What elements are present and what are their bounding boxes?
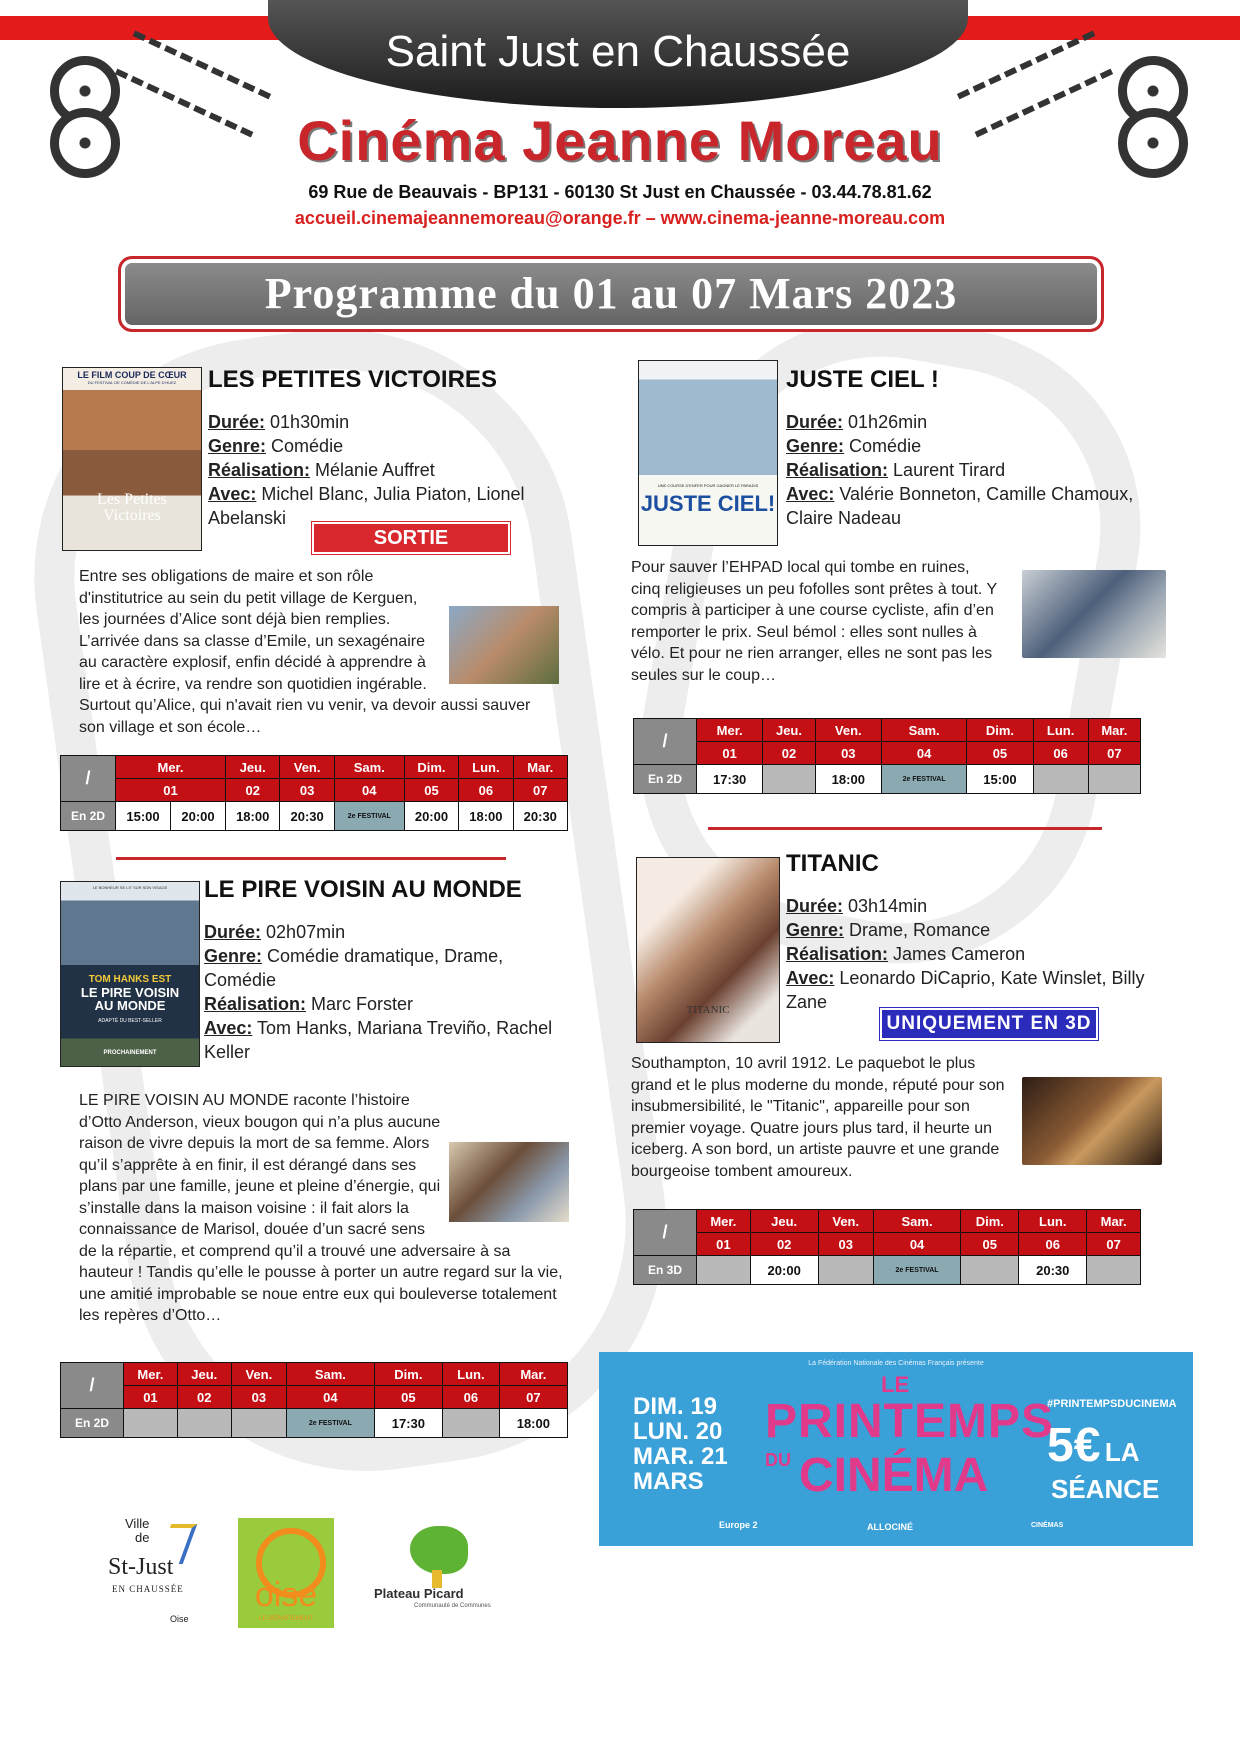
no-showtime [231,1409,286,1438]
movie-title: TITANIC [786,850,879,877]
director-label: Réalisation: [786,944,889,964]
date-header: 06 [1019,1233,1087,1256]
day-header: Ven. [818,1210,873,1233]
duration-value: 01h26min [848,412,928,432]
date-header: 07 [513,779,567,802]
no-showtime [961,1256,1019,1285]
genre-value: Drame, Romance [849,920,991,940]
day-header: Sam. [334,756,404,779]
no-showtime [697,1256,751,1285]
date-header: 03 [818,1233,873,1256]
synopsis-text: Pour sauver l’EHPAD local qui tombe en ruines, cinq religieuses un peu fofolles sont prêtes à tout. Y compris à participer à une course cycliste, afin d’en remporter le prix. Seul bémol : elles sont nulles à vélo. Et pour ne rien arranger, elles ne sont pas les seules sur le coup… [631,559,997,684]
poster-tagline: LE BONHEUR SE LIT SUR SON VISAGE [92,885,168,890]
date-header: 04 [881,742,966,765]
no-showtime [1033,765,1088,794]
duration-label: Durée: [786,896,844,916]
day-header: Dim. [967,719,1033,742]
day-header: Ven. [231,1363,286,1386]
programme-title: Programme du 01 au 07 Mars 2023 [264,269,958,318]
promo-date: MARS [633,1468,704,1495]
poster-title: Les Petites Victoires [97,491,167,524]
promo-dates [633,1394,728,1494]
logo-communaute: Communauté de Communes [414,1603,491,1609]
movie-title: LE PIRE VOISIN AU MONDE [204,876,522,903]
director-value: Marc Forster [311,994,414,1014]
date-header: 05 [961,1233,1019,1256]
movie-synopsis [79,566,559,738]
separator-dash: – [645,208,656,228]
day-header: Ven. [815,719,881,742]
promo-date: MAR. 21 [633,1443,728,1470]
synopsis-text: Entre ses obligations de maire et son rôle d'institutrice au sein du petit village de Kerguen, les journées d’Alice sont déjà bien remplies. L’arrivée dans sa classe d’Emile, un sexagénaire au caractère explosif, enfin décidé à apprendre à lire et à écrire, va rendre son quotidien ingérable. Surtout qu’Alice, qui n'avait rien vu venir, va devoir aussi sauver son village et son école… [79,568,531,736]
genre-label: Genre: [786,436,845,456]
schedule-table [633,1209,1141,1285]
movie-poster [636,857,780,1043]
promo-du: DU [765,1450,791,1470]
date-header: 03 [231,1386,286,1409]
format-label: En 2D [61,1409,124,1438]
synopsis-still [1022,1077,1162,1165]
sponsor-allocine: ALLOCINÉ [867,1522,913,1532]
logo-en-chaussee: EN CHAUSSÉE [112,1584,184,1594]
schedule-table [633,718,1141,794]
genre-value: Comédie [849,436,922,456]
date-header: 05 [967,742,1033,765]
logo-oise-region: Oise [170,1614,189,1624]
poster-subtitle: DU FESTIVAL DE COMÉDIE DE L'ALPE D'HUEZ [87,380,177,385]
showtime: 20:30 [1019,1256,1087,1285]
genre-label: Genre: [208,436,267,456]
format-label: En 3D [634,1256,697,1285]
logo-st-just: St-Just [108,1554,174,1580]
date-header: 03 [815,742,881,765]
poster-title: LE PIRE VOISIN AU MONDE [80,985,180,1013]
table-corner: / [634,719,697,765]
date-header: 02 [763,742,815,765]
synopsis-text: LE PIRE VOISIN AU MONDE raconte l’histoire d’Otto Anderson, vieux bougon qui n’a plus aucune raison de vivre depuis la mort de sa femme. Alors qu’il s’apprête à en finir, il est dérangé dans ses plans par une famille, jeune et pleine d’énergie, qui s’installe dans la maison voisine : il fait alors la connaissance de Marisol, douée d’un sacré sens de la répartie, et comprend qu’il a trouvé une adversaire à sa hauteur ! Tandis qu’elle le pousse à porter un autre regard sur la vie, une amitié improbable se noue entre eux qui bouleverse totalement les repères d’Otto… [79,1092,563,1324]
day-header: Jeu. [177,1363,231,1386]
showtime: 18:00 [815,765,881,794]
no-showtime [443,1409,500,1438]
director-label: Réalisation: [786,460,889,480]
date-header: 06 [443,1386,500,1409]
movie-synopsis [631,557,1001,686]
no-showtime [818,1256,873,1285]
table-corner: / [61,756,116,802]
sponsor-cinemas: CINÉMAS [1031,1522,1064,1529]
showtime: 18:00 [499,1409,567,1438]
date-header: 03 [280,779,334,802]
promo-hashtag: #PRINTEMPSDUCINEMA [1047,1398,1177,1410]
printemps-du-cinema-banner [599,1352,1193,1546]
movie-info [786,894,1166,1014]
genre-label: Genre: [204,946,263,966]
date-header: 04 [334,779,404,802]
date-header: 01 [124,1386,178,1409]
promo-printemps: PRINTEMPS [765,1395,1055,1448]
date-header: 04 [873,1233,961,1256]
logo-mark-icon [157,1524,198,1564]
genre-value: Comédie [271,436,344,456]
date-header: 05 [404,779,458,802]
day-header: Jeu. [226,756,280,779]
showtime: 20:30 [280,802,334,831]
format-label: En 2D [61,802,116,831]
duration-value: 02h07min [266,922,346,942]
day-header: Lun. [459,756,513,779]
showtime: 17:30 [374,1409,442,1438]
schedule-table [60,1362,568,1438]
promo-le: LE [881,1372,910,1397]
date-header: 01 [697,742,763,765]
tree-icon [410,1526,468,1574]
showtime: 20:30 [513,802,567,831]
schedule-table [60,755,568,831]
table-corner: / [61,1363,124,1409]
logo-de: de [135,1530,150,1545]
festival-slot: 2e FESTIVAL [873,1256,961,1285]
day-header: Lun. [1033,719,1088,742]
no-showtime [1088,765,1140,794]
contact-line [0,208,1240,229]
date-header: 01 [116,779,226,802]
day-header: Mar. [499,1363,567,1386]
poster-header: LE FILM COUP DE CŒUR [77,370,187,380]
promo-presenter: La Fédération Nationale des Cinémas Français présente [808,1360,984,1367]
showtime: 18:00 [459,802,513,831]
duration-label: Durée: [786,412,844,432]
synopsis-text: Southampton, 10 avril 1912. Le paquebot le plus grand et le plus moderne du monde, réputé pour son insubmersibilité, le "Titanic", appareille pour son premier voyage. Quatre jours plus tard, il heurte un iceberg. A son bord, un artiste pauvre et une grande bourgeoise tombent amoureux. [631,1055,1005,1180]
date-header: 01 [697,1233,751,1256]
day-header: Ven. [280,756,334,779]
cast-value: Leonardo DiCaprio, Kate Winslet, Billy Zane [786,968,1145,1012]
programme-banner [118,256,1104,332]
date-header: 02 [750,1233,818,1256]
promo-date: LUN. 20 [633,1418,723,1445]
no-showtime [1087,1256,1141,1285]
poster-title: JUSTE CIEL! [640,491,776,516]
showtime: 20:00 [171,802,226,831]
ville-st-just-logo [108,1516,218,1626]
logo-ville: Ville [125,1516,150,1531]
no-showtime [763,765,815,794]
logo-departement: LE DÉPARTEMENT [259,1616,313,1622]
day-header: Mer. [124,1363,178,1386]
promo-cinema: CINÉMA [799,1449,989,1502]
promo-date: DIM. 19 [633,1393,718,1420]
day-header: Dim. [961,1210,1019,1233]
day-header: Mer. [697,719,763,742]
day-header: Mer. [116,756,226,779]
day-header: Dim. [404,756,458,779]
date-header: 07 [1088,742,1140,765]
day-header: Sam. [873,1210,961,1233]
cinema-address: 69 Rue de Beauvais - BP131 - 60130 St Just en Chaussée - 03.44.78.81.62 [308,182,932,202]
day-header: Dim. [374,1363,442,1386]
sponsor-europe2: Europe 2 [719,1520,758,1530]
showtime: 20:00 [404,802,458,831]
movie-poster [638,360,778,546]
poster-footer: PROCHAINEMENT [103,1050,157,1056]
synopsis-still [1022,570,1166,658]
festival-slot: 2e FESTIVAL [286,1409,374,1438]
duration-value: 01h30min [270,412,350,432]
director-label: Réalisation: [208,460,311,480]
date-header: 07 [1087,1233,1141,1256]
poster-star: TOM HANKS EST [88,974,172,985]
duration-value: 03h14min [848,896,928,916]
cast-label: Avec: [208,484,257,504]
day-header: Lun. [1019,1210,1087,1233]
festival-slot: 2e FESTIVAL [881,765,966,794]
promo-price-value: 5€ [1047,1419,1101,1472]
cast-label: Avec: [204,1018,253,1038]
showtime: 20:00 [750,1256,818,1285]
poster-subtitle: ADAPTÉ DU BEST-SELLER [98,1018,162,1024]
duration-label: Durée: [204,922,262,942]
plateau-picard-logo [370,1526,504,1616]
movie-title: LES PETITES VICTOIRES [208,366,497,393]
cast-value: Michel Blanc, Julia Piaton, Lionel Abelanski [208,484,525,528]
day-header: Jeu. [763,719,815,742]
release-badge: SORTIE NATIONALE [312,522,510,554]
synopsis-still [449,606,559,684]
cast-value: Tom Hanks, Mariana Treviño, Rachel Keller [204,1018,553,1062]
movie-info [204,920,564,1064]
showtime: 18:00 [226,802,280,831]
day-header: Lun. [443,1363,500,1386]
no-showtime [177,1409,231,1438]
movie-info [786,410,1166,530]
movie-info [208,410,548,530]
date-header: 06 [459,779,513,802]
format-label: En 2D [634,765,697,794]
cast-label: Avec: [786,484,835,504]
table-corner: / [634,1210,697,1256]
showtime: 15:00 [116,802,171,831]
cast-value: Valérie Bonneton, Camille Chamoux, Claire Nadeau [786,484,1134,528]
director-value: Laurent Tirard [893,460,1006,480]
showtime: 17:30 [697,765,763,794]
no-showtime [124,1409,178,1438]
logo-plateau-picard: Plateau Picard [374,1586,464,1601]
genre-value: Comédie dramatique, Drame, Comédie [204,946,504,990]
day-header: Jeu. [750,1210,818,1233]
cast-label: Avec: [786,968,835,988]
movie-poster [62,367,202,551]
format-badge: UNIQUEMENT EN 3D [880,1008,1098,1040]
date-header: 04 [286,1386,374,1409]
oise-departement-logo [238,1518,334,1628]
genre-label: Genre: [786,920,845,940]
director-label: Réalisation: [204,994,307,1014]
email-link[interactable]: accueil.cinemajeannemoreau@orange.fr [294,208,641,228]
showtime: 15:00 [967,765,1033,794]
movie-title: JUSTE CIEL ! [786,366,939,393]
date-header: 02 [177,1386,231,1409]
town-title: Saint Just en Chaussée [268,0,968,108]
promo-price-la: LA [1104,1437,1140,1467]
cinema-name: Cinéma Jeanne Moreau [297,109,943,172]
director-value: James Cameron [893,944,1026,964]
festival-slot: 2e FESTIVAL [334,802,404,831]
promo-price [1047,1418,1140,1473]
logo-oise: oise [254,1576,318,1614]
movie-poster [60,881,200,1067]
website-link[interactable]: www.cinema-jeanne-moreau.com [660,208,946,228]
date-header: 02 [226,779,280,802]
day-header: Mar. [1088,719,1140,742]
poster-tagline: UNE COURSE D'ENFER POUR GAGNER LE PARADIS [657,483,759,488]
synopsis-still [449,1142,569,1222]
promo-seance: SÉANCE [1051,1474,1160,1504]
duration-label: Durée: [208,412,266,432]
day-header: Sam. [881,719,966,742]
day-header: Mer. [697,1210,751,1233]
date-header: 07 [499,1386,567,1409]
movie-synopsis [79,1090,569,1327]
date-header: 05 [374,1386,442,1409]
poster-title: TITANIC [686,1004,730,1016]
section-separator [708,827,1102,830]
director-value: Mélanie Auffret [315,460,435,480]
day-header: Mar. [1087,1210,1141,1233]
day-header: Mar. [513,756,567,779]
date-header: 06 [1033,742,1088,765]
day-header: Sam. [286,1363,374,1386]
section-separator [116,857,506,860]
movie-synopsis [631,1053,1011,1182]
